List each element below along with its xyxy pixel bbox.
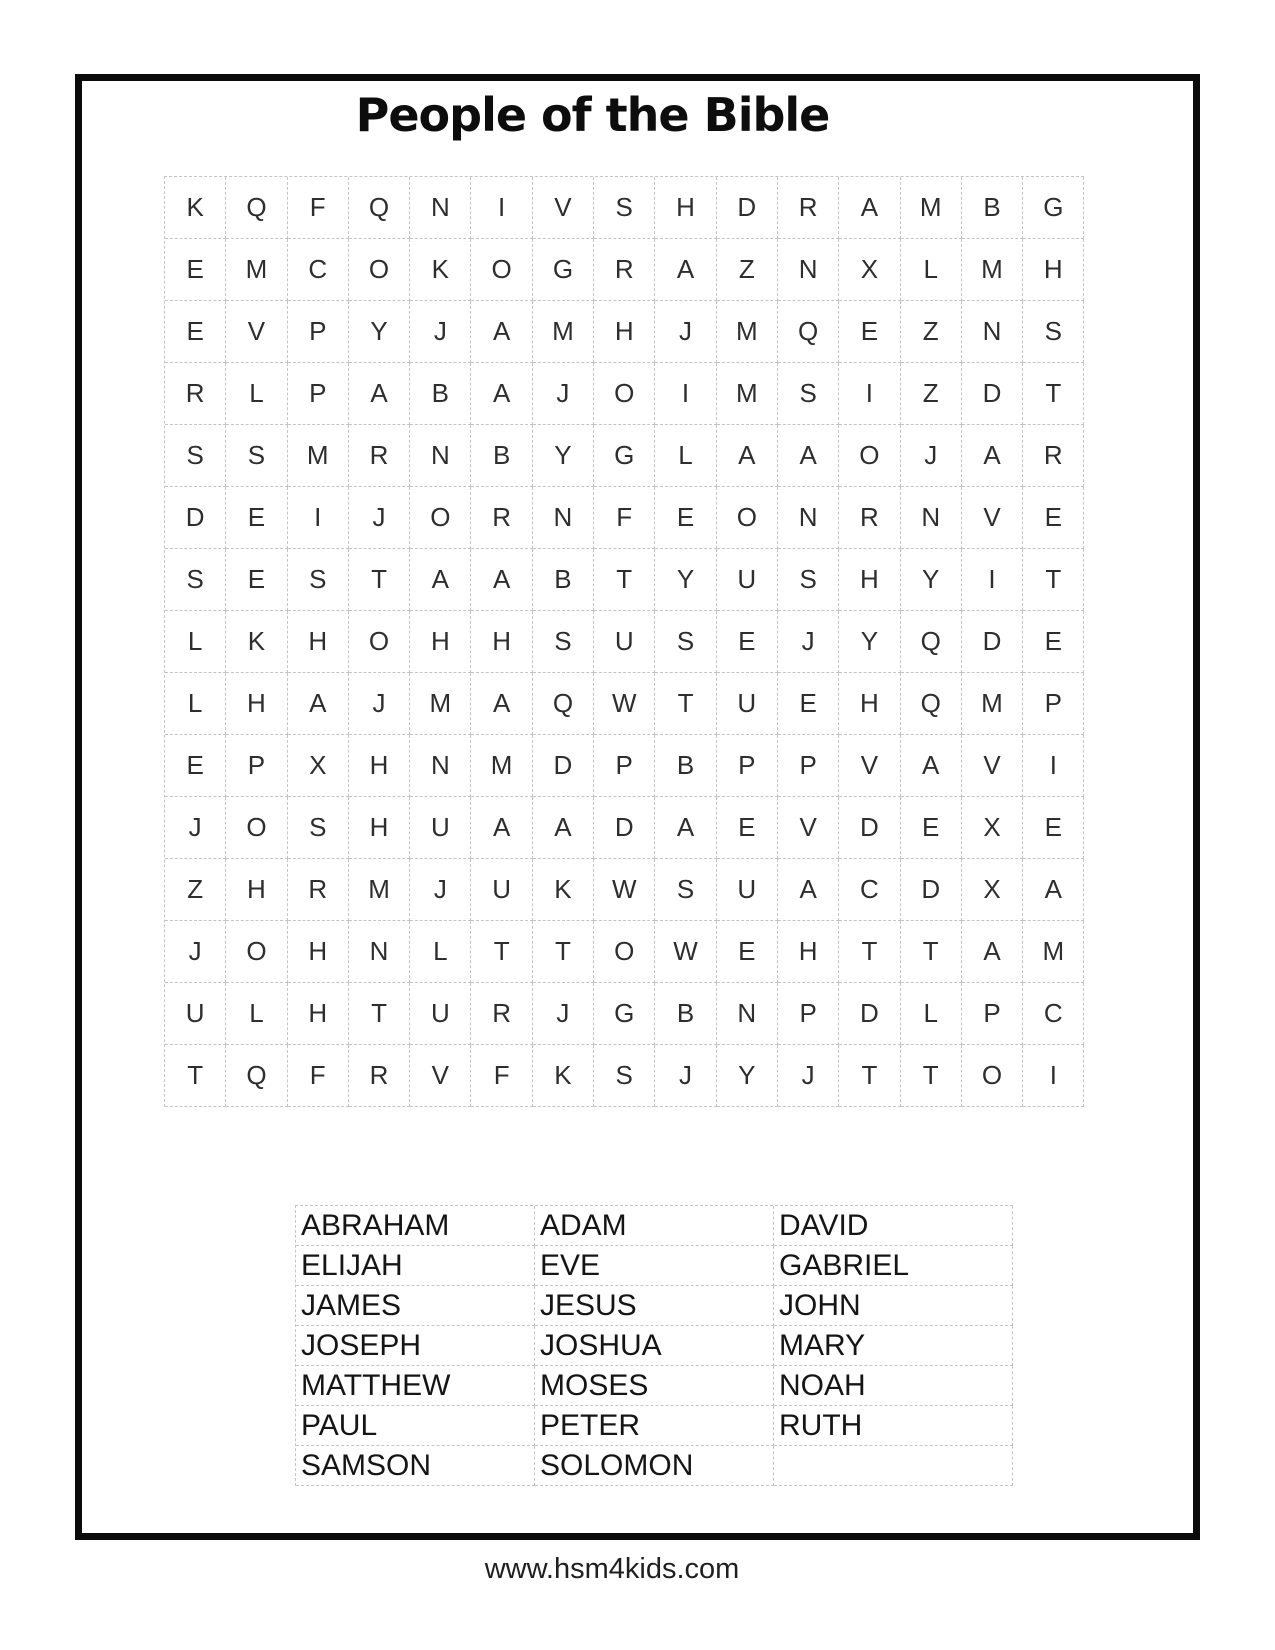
grid-cell: L <box>165 611 226 673</box>
grid-cell: T <box>1023 549 1084 611</box>
grid-cell: D <box>839 983 900 1045</box>
grid-cell: L <box>410 921 471 983</box>
grid-cell: B <box>655 983 716 1045</box>
grid-cell: W <box>655 921 716 983</box>
grid-cell: N <box>533 487 594 549</box>
grid-cell: A <box>962 921 1023 983</box>
grid-cell: D <box>962 611 1023 673</box>
grid-cell: Z <box>717 239 778 301</box>
grid-cell: T <box>349 983 410 1045</box>
grid-cell: P <box>226 735 287 797</box>
grid-cell: E <box>1023 611 1084 673</box>
grid-cell: J <box>901 425 962 487</box>
grid-cell: O <box>594 921 655 983</box>
word-list-item: DAVID <box>774 1206 1013 1246</box>
grid-cell: U <box>410 797 471 859</box>
grid-cell: M <box>226 239 287 301</box>
grid-cell: S <box>594 177 655 239</box>
grid-cell: U <box>594 611 655 673</box>
grid-cell: G <box>1023 177 1084 239</box>
grid-cell: T <box>901 921 962 983</box>
grid-cell: J <box>349 673 410 735</box>
grid-cell: P <box>1023 673 1084 735</box>
word-list-item: MATTHEW <box>296 1366 535 1406</box>
grid-cell: N <box>962 301 1023 363</box>
grid-cell: P <box>288 301 349 363</box>
grid-cell: M <box>962 239 1023 301</box>
grid-cell: E <box>165 301 226 363</box>
grid-cell: C <box>839 859 900 921</box>
grid-cell: M <box>717 363 778 425</box>
grid-cell: K <box>165 177 226 239</box>
grid-cell: I <box>1023 1045 1084 1107</box>
grid-cell: E <box>165 239 226 301</box>
grid-cell: S <box>594 1045 655 1107</box>
word-list-item: ABRAHAM <box>296 1206 535 1246</box>
grid-cell: V <box>962 735 1023 797</box>
grid-cell: J <box>165 797 226 859</box>
grid-cell: E <box>1023 797 1084 859</box>
grid-cell: Q <box>901 673 962 735</box>
grid-cell: B <box>471 425 532 487</box>
grid-cell: J <box>410 301 471 363</box>
grid-cell: E <box>717 611 778 673</box>
grid-cell: D <box>839 797 900 859</box>
grid-cell: T <box>165 1045 226 1107</box>
grid-cell: O <box>226 797 287 859</box>
grid-cell: O <box>349 611 410 673</box>
grid-cell: I <box>288 487 349 549</box>
grid-cell: A <box>962 425 1023 487</box>
grid-cell: M <box>471 735 532 797</box>
grid-cell: X <box>962 797 1023 859</box>
grid-cell: E <box>839 301 900 363</box>
grid-cell: H <box>1023 239 1084 301</box>
grid-cell: J <box>533 983 594 1045</box>
word-list-empty-cell <box>774 1446 1013 1486</box>
word-list-item: ADAM <box>535 1206 774 1246</box>
grid-cell: E <box>717 921 778 983</box>
grid-cell: H <box>471 611 532 673</box>
grid-cell: X <box>839 239 900 301</box>
grid-cell: A <box>1023 859 1084 921</box>
grid-cell: M <box>410 673 471 735</box>
grid-cell: C <box>1023 983 1084 1045</box>
grid-cell: J <box>165 921 226 983</box>
grid-cell: U <box>717 549 778 611</box>
grid-cell: O <box>349 239 410 301</box>
grid-cell: A <box>288 673 349 735</box>
grid-cell: A <box>471 797 532 859</box>
grid-cell: A <box>839 177 900 239</box>
grid-cell: E <box>226 487 287 549</box>
grid-cell: S <box>1023 301 1084 363</box>
grid-cell: N <box>410 425 471 487</box>
grid-cell: H <box>288 921 349 983</box>
grid-cell: E <box>1023 487 1084 549</box>
grid-cell: S <box>288 797 349 859</box>
grid-cell: R <box>349 1045 410 1107</box>
grid-cell: N <box>717 983 778 1045</box>
grid-cell: T <box>901 1045 962 1107</box>
grid-cell: A <box>778 859 839 921</box>
grid-cell: H <box>226 673 287 735</box>
word-list-item: NOAH <box>774 1366 1013 1406</box>
grid-cell: T <box>471 921 532 983</box>
grid-cell: U <box>717 859 778 921</box>
grid-cell: J <box>410 859 471 921</box>
grid-cell: G <box>594 425 655 487</box>
grid-cell: A <box>471 301 532 363</box>
grid-cell: F <box>471 1045 532 1107</box>
grid-cell: R <box>1023 425 1084 487</box>
grid-cell: B <box>410 363 471 425</box>
grid-cell: L <box>226 983 287 1045</box>
grid-cell: X <box>288 735 349 797</box>
grid-cell: M <box>1023 921 1084 983</box>
grid-cell: Q <box>226 177 287 239</box>
grid-cell: H <box>410 611 471 673</box>
grid-cell: I <box>839 363 900 425</box>
grid-cell: Q <box>778 301 839 363</box>
grid-cell: J <box>655 1045 716 1107</box>
grid-cell: F <box>594 487 655 549</box>
word-list-item: SAMSON <box>296 1446 535 1486</box>
grid-cell: M <box>533 301 594 363</box>
grid-cell: S <box>288 549 349 611</box>
word-list-item: JESUS <box>535 1286 774 1326</box>
grid-cell: K <box>410 239 471 301</box>
grid-cell: N <box>410 735 471 797</box>
grid-cell: B <box>655 735 716 797</box>
grid-cell: H <box>655 177 716 239</box>
grid-cell: N <box>901 487 962 549</box>
grid-cell: T <box>839 1045 900 1107</box>
grid-cell: V <box>839 735 900 797</box>
grid-cell: A <box>410 549 471 611</box>
grid-cell: B <box>533 549 594 611</box>
word-list-item: SOLOMON <box>535 1446 774 1486</box>
grid-cell: N <box>410 177 471 239</box>
grid-cell: A <box>655 239 716 301</box>
word-list-item: MARY <box>774 1326 1013 1366</box>
word-list-item: MOSES <box>535 1366 774 1406</box>
grid-cell: R <box>349 425 410 487</box>
grid-cell: I <box>471 177 532 239</box>
grid-cell: Y <box>533 425 594 487</box>
grid-cell: N <box>778 487 839 549</box>
grid-cell: O <box>226 921 287 983</box>
grid-cell: A <box>778 425 839 487</box>
grid-cell: H <box>288 983 349 1045</box>
grid-cell: A <box>901 735 962 797</box>
grid-cell: V <box>410 1045 471 1107</box>
grid-cell: D <box>962 363 1023 425</box>
grid-cell: L <box>655 425 716 487</box>
puzzle-title: People of the Bible <box>355 88 830 142</box>
grid-cell: R <box>471 487 532 549</box>
grid-cell: Q <box>226 1045 287 1107</box>
word-list-item: JOSEPH <box>296 1326 535 1366</box>
grid-cell: J <box>349 487 410 549</box>
grid-cell: P <box>778 983 839 1045</box>
word-list-item: RUTH <box>774 1406 1013 1446</box>
grid-cell: J <box>533 363 594 425</box>
grid-cell: S <box>778 549 839 611</box>
grid-cell: S <box>226 425 287 487</box>
grid-cell: H <box>778 921 839 983</box>
grid-cell: W <box>594 673 655 735</box>
grid-cell: I <box>655 363 716 425</box>
grid-cell: H <box>839 549 900 611</box>
grid-cell: P <box>288 363 349 425</box>
grid-cell: H <box>349 735 410 797</box>
grid-cell: R <box>778 177 839 239</box>
grid-cell: E <box>165 735 226 797</box>
word-list-item: PAUL <box>296 1406 535 1446</box>
grid-cell: A <box>471 549 532 611</box>
grid-cell: O <box>962 1045 1023 1107</box>
grid-cell: Y <box>901 549 962 611</box>
grid-cell: D <box>901 859 962 921</box>
grid-cell: S <box>165 549 226 611</box>
grid-cell: J <box>778 1045 839 1107</box>
grid-cell: O <box>594 363 655 425</box>
grid-cell: P <box>778 735 839 797</box>
grid-cell: V <box>778 797 839 859</box>
grid-cell: O <box>410 487 471 549</box>
grid-cell: Z <box>901 363 962 425</box>
grid-cell: D <box>594 797 655 859</box>
grid-cell: S <box>655 859 716 921</box>
grid-cell: Q <box>901 611 962 673</box>
grid-cell: R <box>288 859 349 921</box>
grid-cell: D <box>165 487 226 549</box>
grid-cell: L <box>165 673 226 735</box>
grid-cell: L <box>901 239 962 301</box>
grid-cell: M <box>962 673 1023 735</box>
grid-cell: Q <box>533 673 594 735</box>
grid-cell: P <box>594 735 655 797</box>
word-list-item: JOHN <box>774 1286 1013 1326</box>
grid-cell: O <box>717 487 778 549</box>
grid-cell: H <box>288 611 349 673</box>
grid-cell: A <box>349 363 410 425</box>
grid-cell: K <box>226 611 287 673</box>
grid-cell: T <box>594 549 655 611</box>
grid-cell: I <box>1023 735 1084 797</box>
grid-cell: R <box>165 363 226 425</box>
grid-cell: M <box>901 177 962 239</box>
grid-cell: Y <box>655 549 716 611</box>
grid-cell: H <box>839 673 900 735</box>
grid-cell: Q <box>349 177 410 239</box>
grid-cell: M <box>288 425 349 487</box>
grid-cell: S <box>533 611 594 673</box>
grid-cell: M <box>717 301 778 363</box>
grid-cell: U <box>165 983 226 1045</box>
grid-cell: I <box>962 549 1023 611</box>
word-list-item: GABRIEL <box>774 1246 1013 1286</box>
grid-cell: K <box>533 1045 594 1107</box>
grid-cell: P <box>962 983 1023 1045</box>
grid-cell: Z <box>165 859 226 921</box>
grid-cell: H <box>594 301 655 363</box>
grid-cell: E <box>226 549 287 611</box>
letter-grid <box>164 176 1084 1107</box>
grid-cell: V <box>226 301 287 363</box>
grid-cell: O <box>471 239 532 301</box>
grid-cell: D <box>533 735 594 797</box>
grid-cell: S <box>165 425 226 487</box>
grid-cell: S <box>655 611 716 673</box>
grid-cell: A <box>533 797 594 859</box>
grid-cell: R <box>594 239 655 301</box>
grid-cell: N <box>349 921 410 983</box>
grid-cell: Z <box>901 301 962 363</box>
word-list-table <box>295 1205 1013 1486</box>
grid-cell: M <box>349 859 410 921</box>
grid-cell: E <box>717 797 778 859</box>
word-list-item: PETER <box>535 1406 774 1446</box>
grid-cell: E <box>901 797 962 859</box>
grid-cell: T <box>533 921 594 983</box>
word-list-item: ELIJAH <box>296 1246 535 1286</box>
grid-cell: G <box>594 983 655 1045</box>
grid-cell: J <box>778 611 839 673</box>
grid-cell: K <box>533 859 594 921</box>
grid-cell: S <box>778 363 839 425</box>
grid-cell: R <box>471 983 532 1045</box>
grid-cell: T <box>655 673 716 735</box>
word-list-item: JOSHUA <box>535 1326 774 1366</box>
grid-cell: A <box>471 673 532 735</box>
word-list-item: JAMES <box>296 1286 535 1326</box>
grid-cell: H <box>226 859 287 921</box>
grid-cell: Y <box>349 301 410 363</box>
grid-cell: U <box>471 859 532 921</box>
grid-cell: T <box>349 549 410 611</box>
grid-cell: T <box>839 921 900 983</box>
grid-cell: L <box>901 983 962 1045</box>
grid-cell: Y <box>717 1045 778 1107</box>
grid-cell: Y <box>839 611 900 673</box>
grid-cell: O <box>839 425 900 487</box>
grid-cell: N <box>778 239 839 301</box>
grid-cell: B <box>962 177 1023 239</box>
grid-cell: F <box>288 177 349 239</box>
grid-cell: W <box>594 859 655 921</box>
grid-cell: F <box>288 1045 349 1107</box>
grid-cell: A <box>471 363 532 425</box>
grid-cell: R <box>839 487 900 549</box>
grid-cell: A <box>717 425 778 487</box>
grid-cell: E <box>655 487 716 549</box>
grid-cell: H <box>349 797 410 859</box>
grid-cell: X <box>962 859 1023 921</box>
grid-cell: P <box>717 735 778 797</box>
grid-cell: L <box>226 363 287 425</box>
grid-cell: C <box>288 239 349 301</box>
grid-cell: A <box>655 797 716 859</box>
grid-cell: T <box>1023 363 1084 425</box>
grid-cell: V <box>533 177 594 239</box>
word-list-item: EVE <box>535 1246 774 1286</box>
grid-cell: G <box>533 239 594 301</box>
grid-cell: U <box>410 983 471 1045</box>
grid-cell: D <box>717 177 778 239</box>
grid-cell: V <box>962 487 1023 549</box>
website-footer: www.hsm4kids.com <box>484 1553 740 1585</box>
grid-cell: U <box>717 673 778 735</box>
grid-cell: E <box>778 673 839 735</box>
grid-cell: J <box>655 301 716 363</box>
